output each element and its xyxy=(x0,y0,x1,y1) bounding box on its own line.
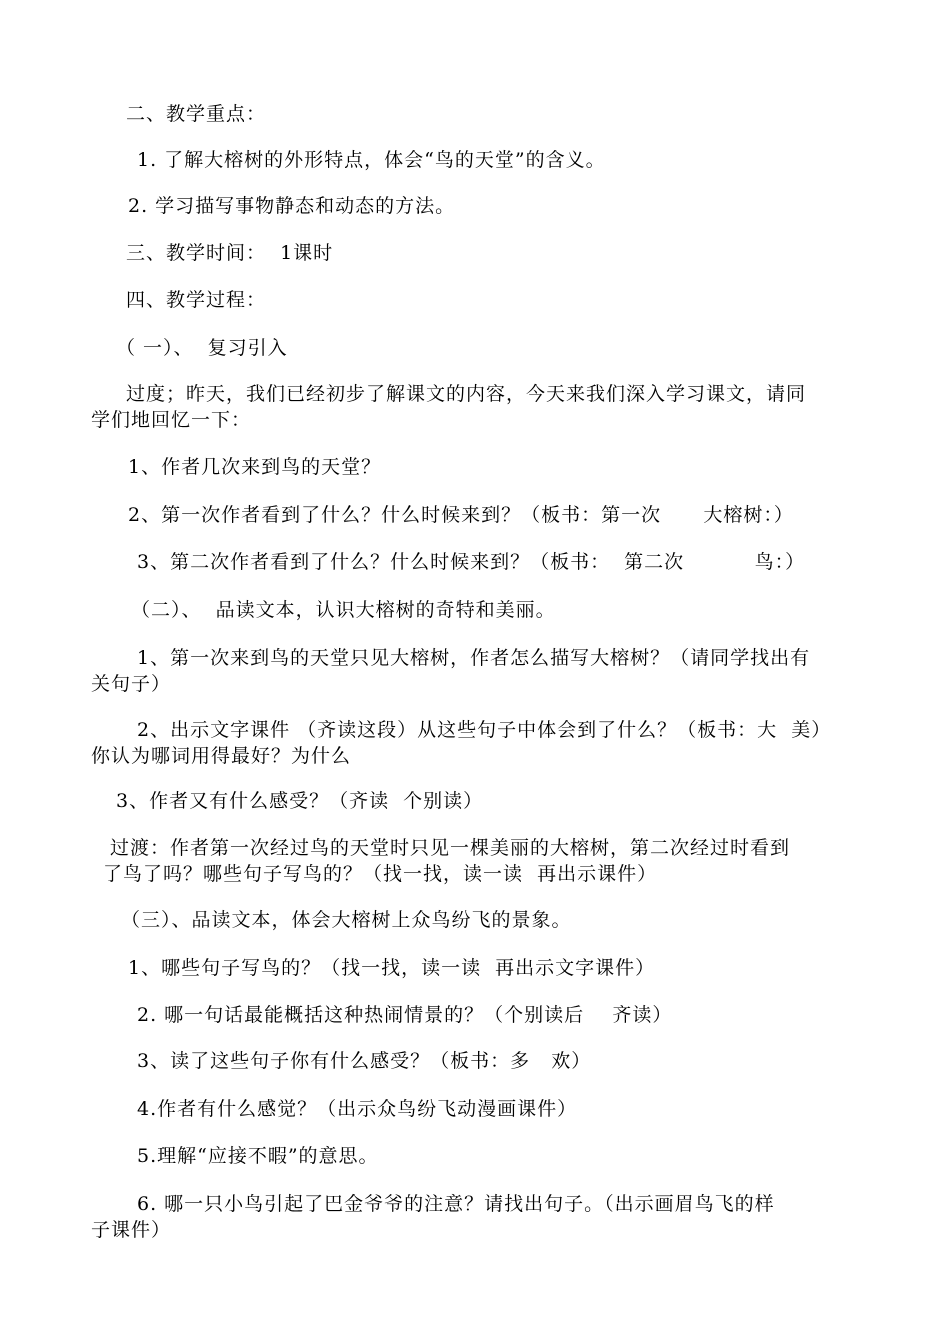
section-1-title: （ 一）、 复习引入 xyxy=(116,337,288,359)
focus-item-1: 1. 了解大榕树的外形特点，体会“鸟的天堂”的含义。 xyxy=(137,149,606,171)
section-2-item-3: 3、作者又有什么感受？（齐读 个别读） xyxy=(116,790,484,812)
section-3-item-4: 4.作者有什么感觉？（出示众鸟纷飞动漫画课件） xyxy=(137,1098,578,1120)
review-question-1: 1、作者几次来到鸟的天堂？ xyxy=(128,456,382,478)
section-3-item-2: 2. 哪一句话最能概括这种热闹情景的？（个别读后 齐读） xyxy=(137,1004,673,1026)
section-2-item-1-line-1: 1、第一次来到鸟的天堂只见大榕树，作者怎么描写大榕树？（请同学找出有 xyxy=(137,647,811,669)
section-3-item-5: 5.理解“应接不暇”的意思。 xyxy=(137,1145,379,1167)
section-3-title: （三）、品读文本，体会大榕树上众鸟纷飞的景象。 xyxy=(121,909,572,931)
section-2-title: （二）、 品读文本，认识大榕树的奇特和美丽。 xyxy=(131,599,556,621)
transition-2-line-1: 过渡：作者第一次经过鸟的天堂时只见一棵美丽的大榕树，第二次经过时看到 xyxy=(110,837,791,859)
section-2-item-2-line-2: 你认为哪词用得最好？为什么 xyxy=(91,745,352,767)
transition-1-line-1: 过度；昨天，我们已经初步了解课文的内容，今天来我们深入学习课文，请同 xyxy=(126,383,807,405)
review-question-2: 2、第一次作者看到了什么？什么时候来到？（板书：第一次 大榕树：） xyxy=(128,504,794,526)
heading-teaching-focus: 二、教学重点： xyxy=(126,103,267,125)
section-3-item-6-line-1: 6. 哪一只小鸟引起了巴金爷爷的注意？请找出句子。（出示画眉鸟飞的样 xyxy=(137,1193,775,1215)
focus-item-2: 2. 学习描写事物静态和动态的方法。 xyxy=(128,195,456,217)
transition-2-line-2: 了鸟了吗？哪些句子写鸟的？（找一找，读一读 再出示课件） xyxy=(103,863,658,885)
section-2-item-1-line-2: 关句子） xyxy=(91,673,172,695)
section-2-item-2-line-1: 2、出示文字课件 （齐读这段）从这些句子中体会到了什么？（板书：大 美） xyxy=(137,719,832,741)
heading-teaching-time: 三、教学时间： 1课时 xyxy=(126,242,334,264)
review-question-3: 3、第二次作者看到了什么？什么时候来到？（板书： 第二次 鸟：） xyxy=(137,551,806,573)
heading-teaching-process: 四、教学过程： xyxy=(126,289,267,311)
section-3-item-6-line-2: 子课件） xyxy=(91,1219,172,1241)
transition-1-line-2: 学们地回忆一下： xyxy=(91,409,252,431)
section-3-item-1: 1、哪些句子写鸟的？（找一找，读一读 再出示文字课件） xyxy=(128,957,656,979)
section-3-item-3: 3、读了这些句子你有什么感受？（板书：多 欢） xyxy=(137,1050,592,1072)
